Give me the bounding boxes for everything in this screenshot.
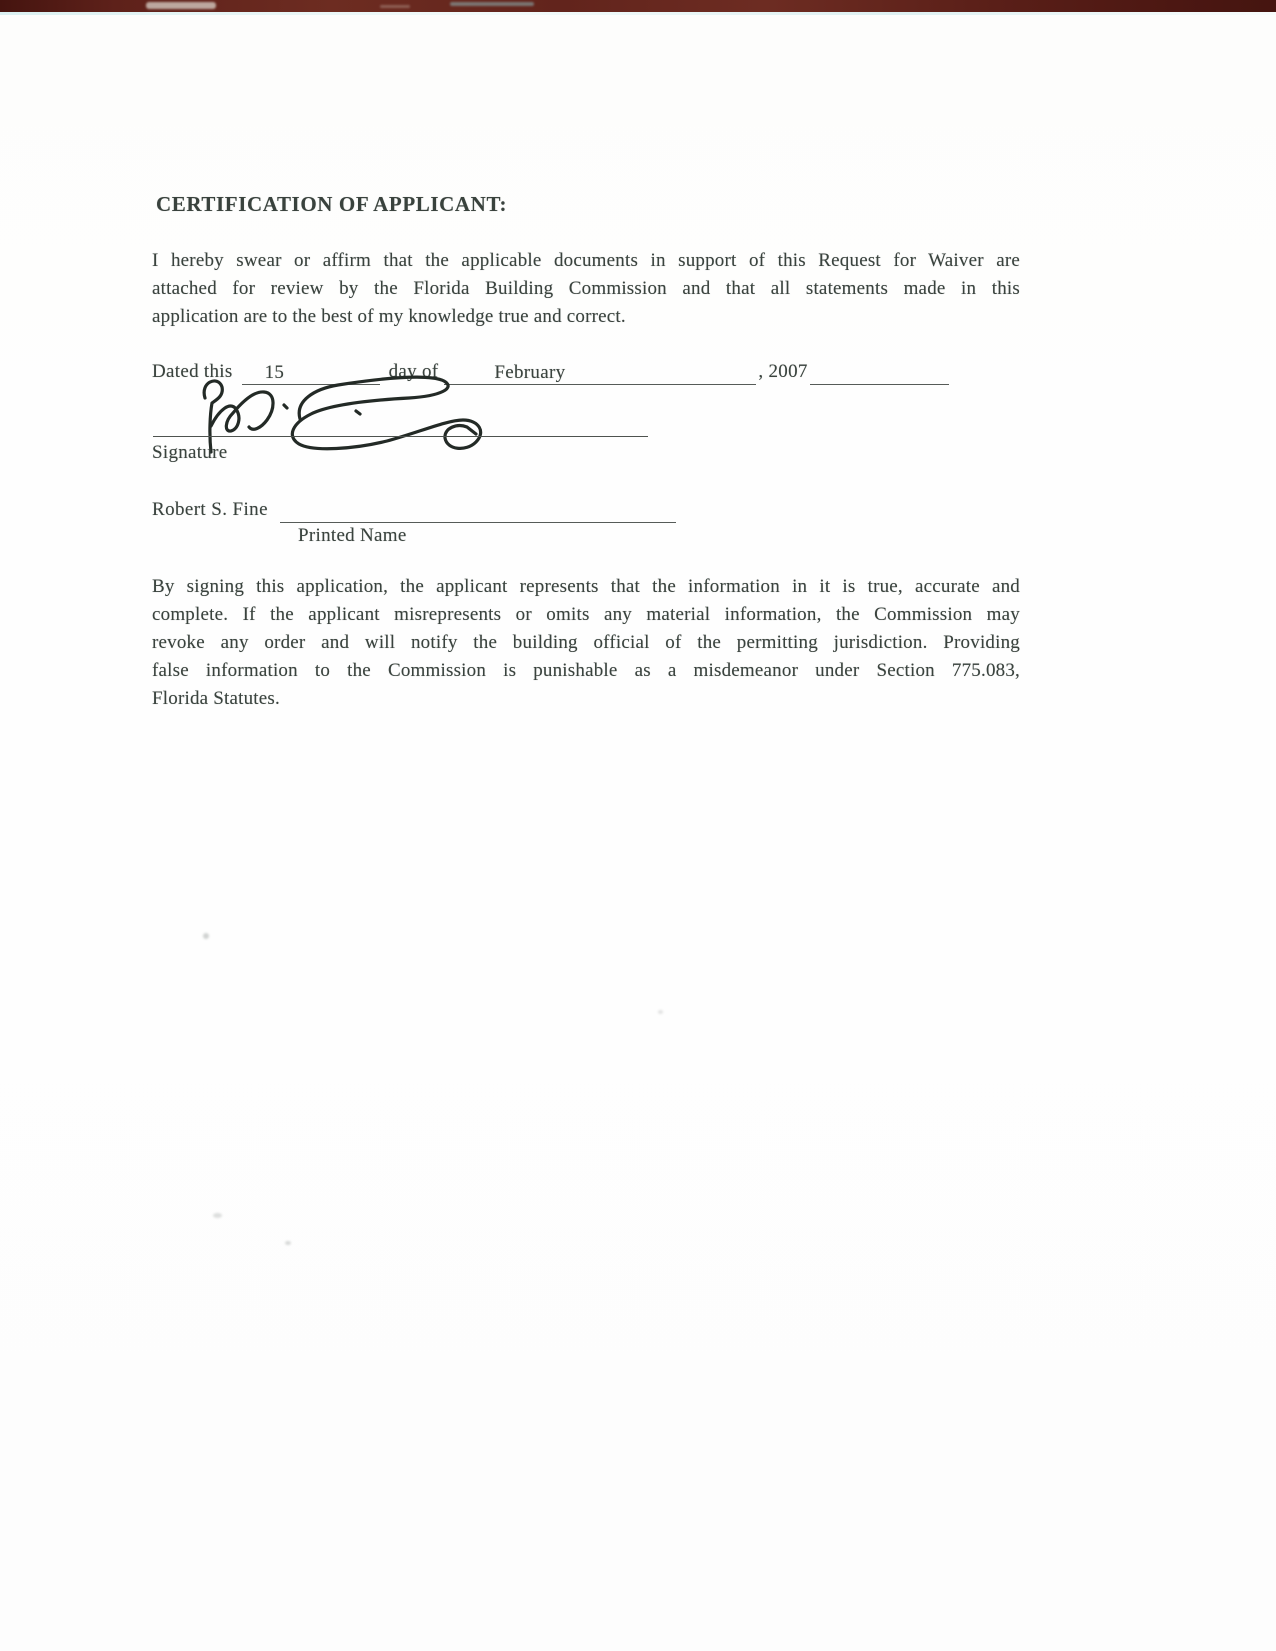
paragraph-line: attached for review by the Florida Building Commission and that all statements made in this	[152, 278, 1020, 299]
dated-connector: day of	[388, 361, 439, 382]
scan-speck	[213, 1213, 222, 1218]
printed-name-row	[152, 496, 676, 523]
paragraph-line: revoke any order and will notify the building official of the permitting jurisdiction. Providing	[152, 632, 1020, 653]
scan-speck	[285, 1241, 291, 1245]
scanner-edge-artifact	[0, 0, 1276, 12]
printed-name-label: Printed Name	[298, 525, 407, 546]
month-value: February	[494, 362, 566, 383]
printed-name-blank-field	[280, 497, 676, 523]
paragraph-line: complete. If the applicant misrepresents or omits any material information, the Commission may	[152, 604, 1020, 625]
scan-smudge	[380, 5, 410, 8]
affirmation-paragraph	[152, 247, 1020, 331]
paragraph-line: Florida Statutes.	[152, 688, 280, 709]
certification-heading: CERTIFICATION OF APPLICANT:	[156, 192, 508, 216]
paragraph-line: I hereby swear or affirm that the applicable documents in support of this Request for Waiver are	[152, 250, 1020, 271]
scan-speck	[203, 933, 209, 939]
scan-smudge	[146, 2, 216, 9]
scan-hairline-artifact	[0, 12, 1276, 15]
scan-smudge	[450, 2, 534, 6]
year-value: , 2007	[758, 361, 808, 382]
day-value: 15	[264, 362, 285, 383]
printed-name-value: Robert S. Fine	[152, 499, 268, 520]
legal-paragraph	[152, 573, 1020, 713]
paragraph-line: false information to the Commission is punishable as a misdemeanor under Section 775.083,	[152, 660, 1020, 681]
signature-label: Signature	[152, 442, 228, 463]
signature-rule-line	[153, 436, 648, 437]
year-blank-field	[810, 359, 949, 385]
scan-speck	[658, 1010, 663, 1014]
dated-prefix: Dated this	[152, 361, 233, 382]
paragraph-line: By signing this application, the applicant represents that the information in it is true, accurate and	[152, 576, 1020, 597]
paragraph-line: application are to the best of my knowledge true and correct.	[152, 306, 626, 327]
handwritten-signature-icon	[195, 372, 501, 458]
